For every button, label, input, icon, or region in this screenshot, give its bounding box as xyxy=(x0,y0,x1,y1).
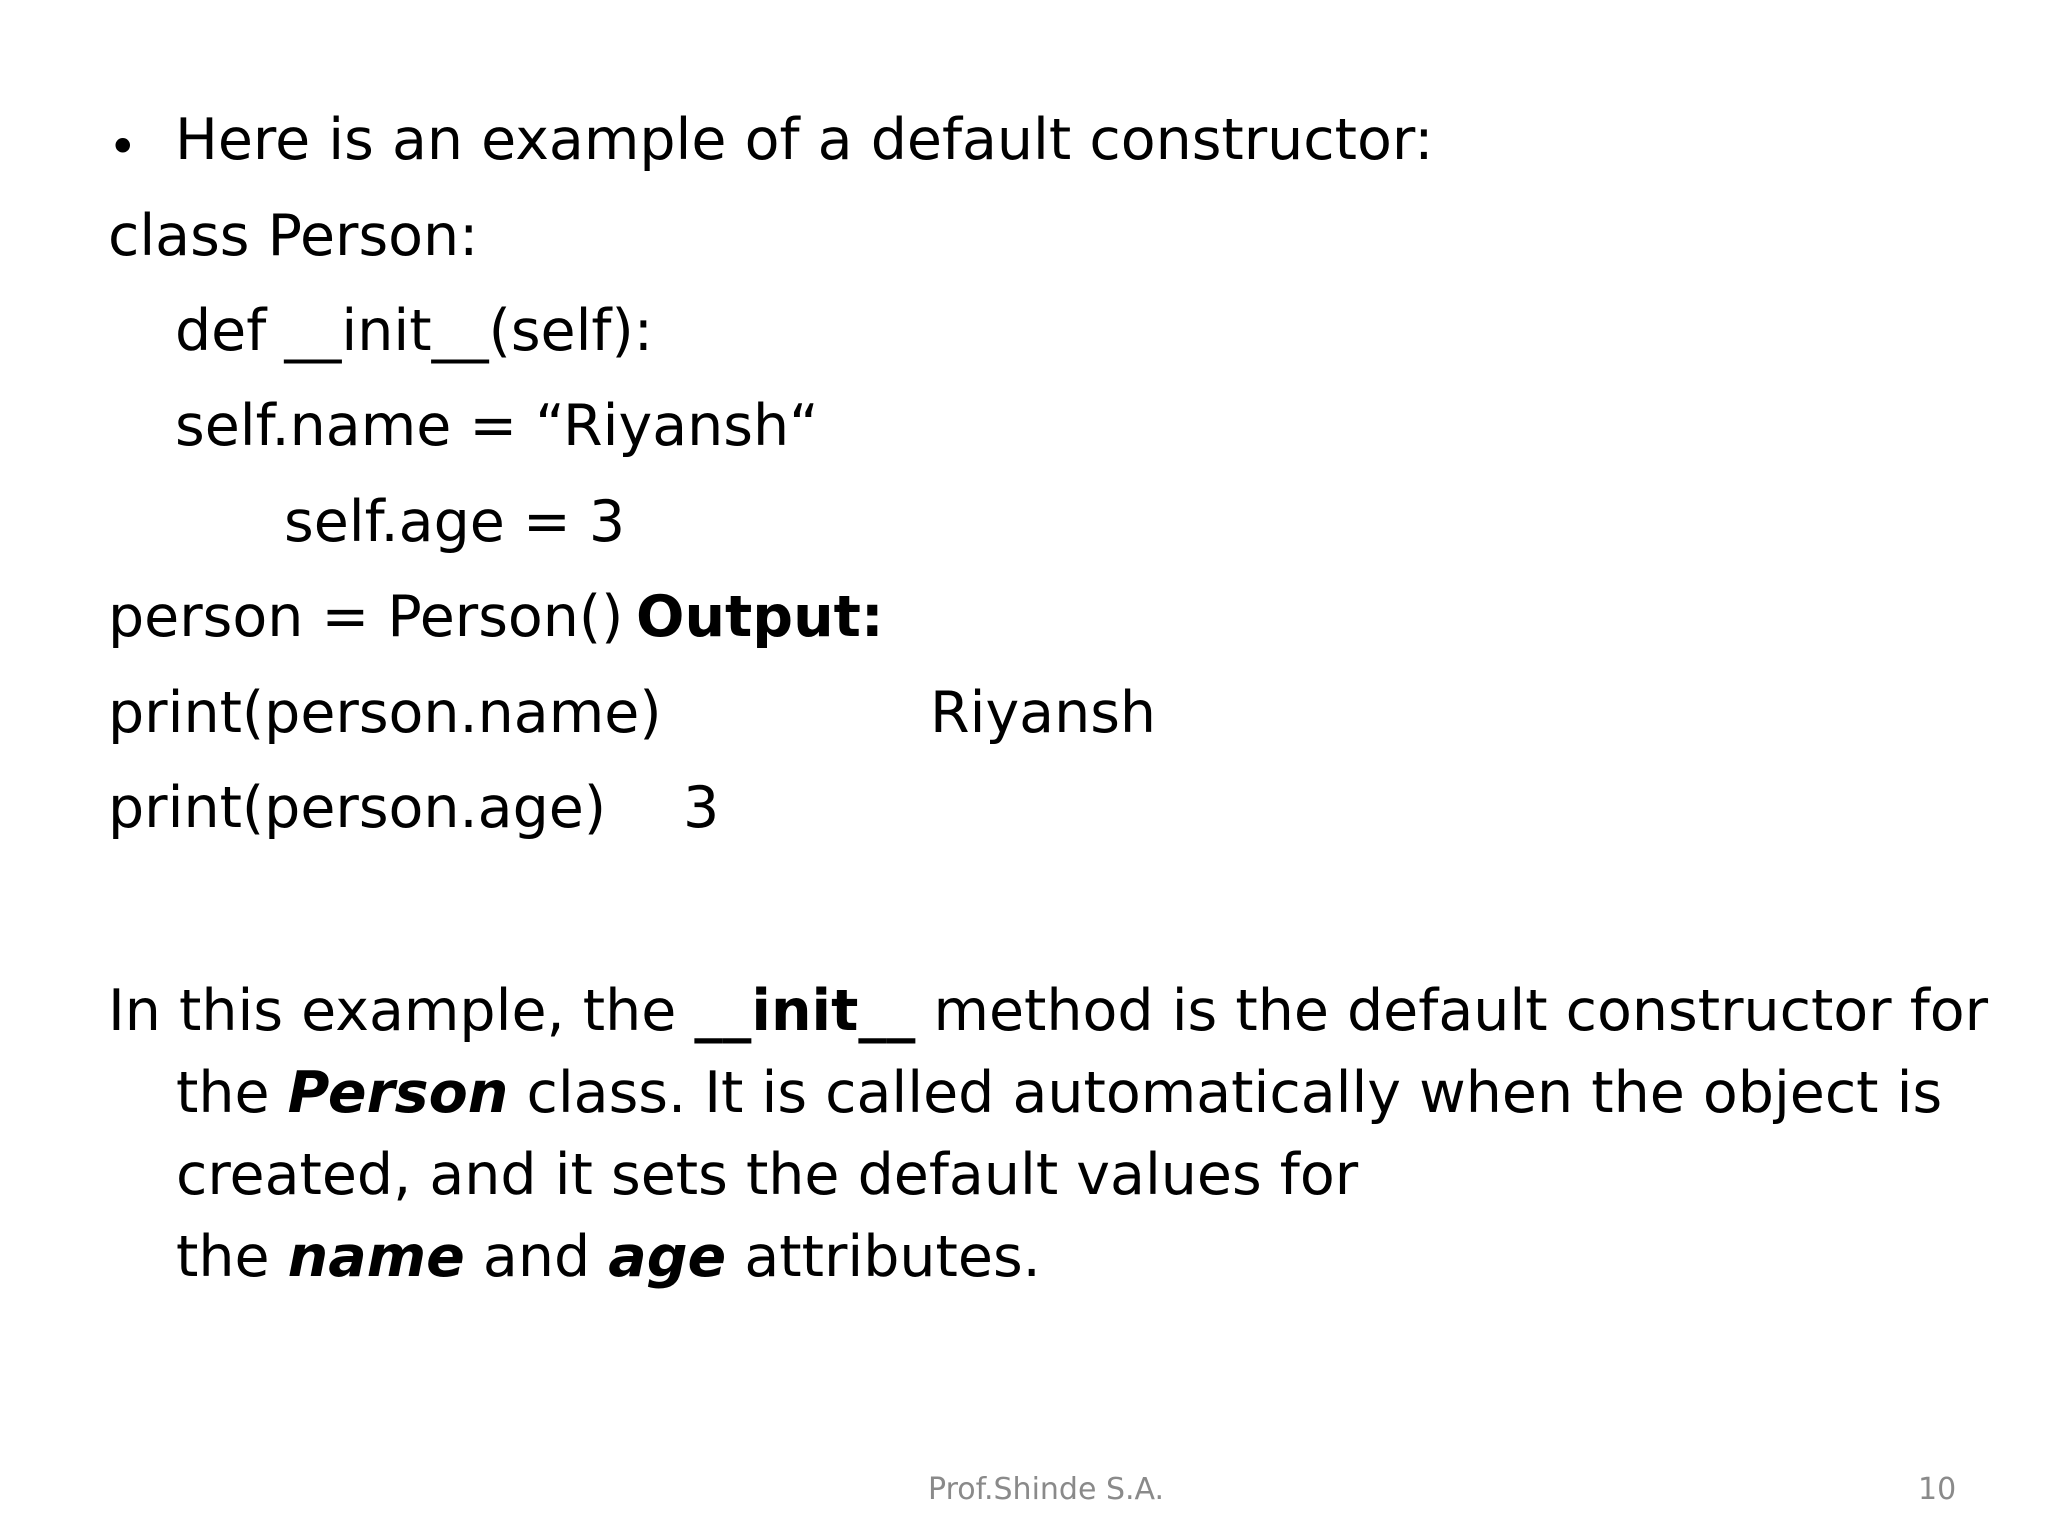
code-line-person-assign: person = Person() xyxy=(108,584,624,650)
paragraph-line-3: created, and it sets the default values for xyxy=(176,1142,1359,1208)
paragraph-line-1 xyxy=(108,970,1988,1052)
output-value-age: 3 xyxy=(683,775,720,841)
page-number: 10 xyxy=(1918,1472,1957,1507)
name-keyword: name xyxy=(287,1224,465,1290)
person-keyword: Person xyxy=(287,1060,509,1126)
code-line-print-name: print(person.name) xyxy=(108,680,662,746)
init-keyword: __init__ xyxy=(694,978,916,1044)
code-line-self-name: self.name = “Riyansh“ xyxy=(175,393,819,459)
explanation-paragraph xyxy=(108,970,1988,1298)
paragraph-text: method is the default constructor for xyxy=(915,978,1989,1044)
code-line-class: class Person: xyxy=(108,203,479,269)
paragraph-line-2 xyxy=(108,1052,1988,1134)
age-keyword: age xyxy=(608,1224,727,1290)
paragraph-text: attributes. xyxy=(726,1224,1041,1290)
paragraph-line-4 xyxy=(108,1216,1988,1298)
paragraph-text: the xyxy=(176,1224,288,1290)
output-value-name: Riyansh xyxy=(930,680,1157,746)
output-label: Output: xyxy=(636,584,884,650)
footer-author: Prof.Shinde S.A. xyxy=(928,1472,1165,1507)
paragraph-text: In this example, the xyxy=(108,978,695,1044)
code-line-self-age: self.age = 3 xyxy=(284,489,626,555)
code-line-def-init: def __init__(self): xyxy=(175,298,653,364)
paragraph-text: class. It is called automatically when the object is xyxy=(508,1060,1943,1126)
code-line-print-age: print(person.age) xyxy=(108,775,607,841)
paragraph-text: the xyxy=(176,1060,288,1126)
paragraph-text: and xyxy=(464,1224,609,1290)
bullet-text: Here is an example of a default constructor: xyxy=(175,107,1434,173)
bullet-icon: • xyxy=(108,118,138,176)
